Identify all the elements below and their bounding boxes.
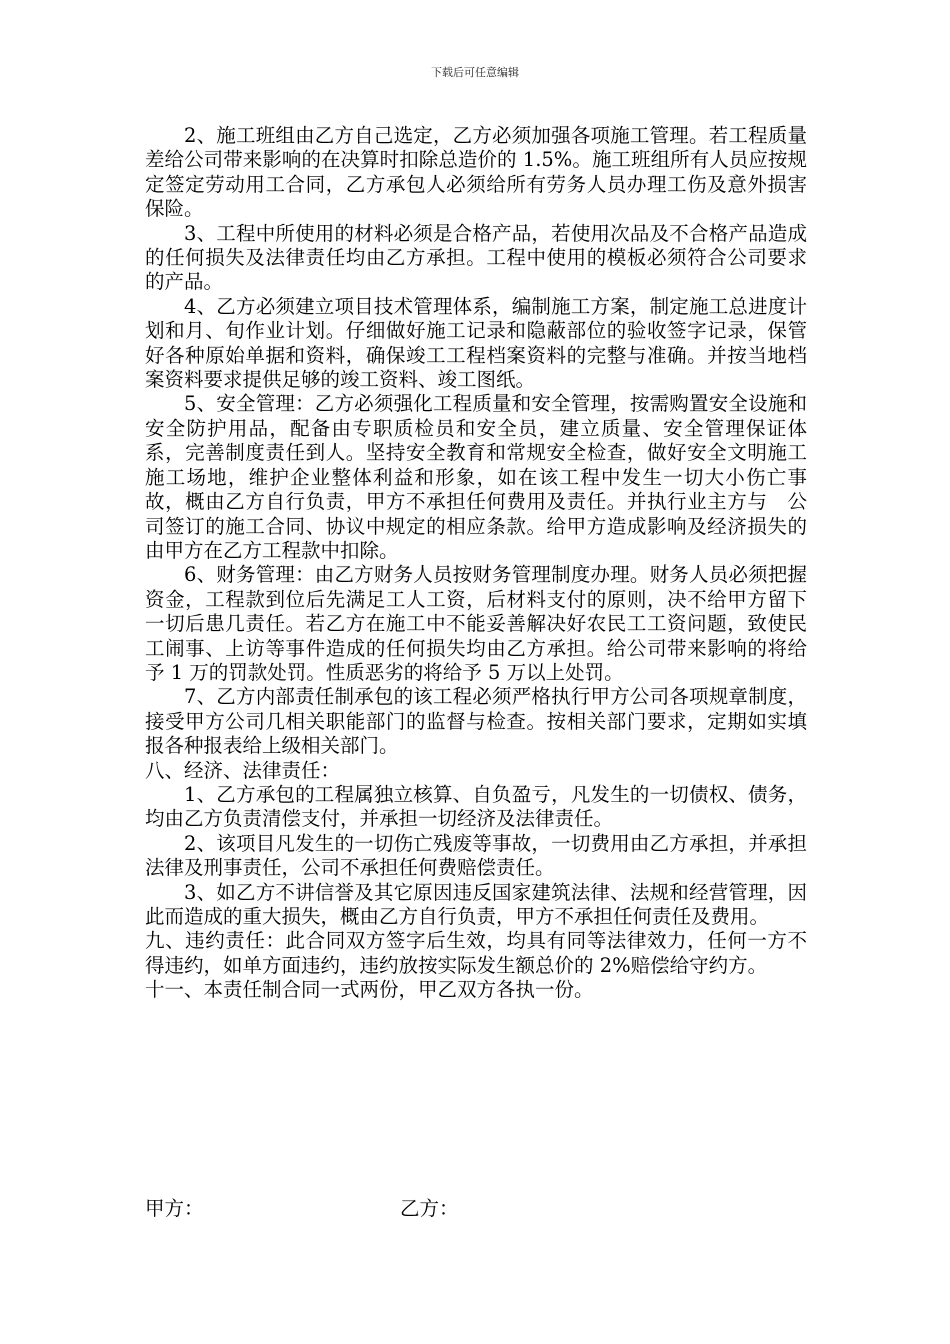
clause-paragraph: 7、乙方内部责任制承包的该工程必须严格执行甲方公司各项规章制度，接受甲方公司几相关职能部门的监督与检查。按相关部门要求，定期如实填报各种报表给上级相关部门。 <box>145 685 807 758</box>
clause-paragraph: 4、乙方必须建立项目技术管理体系，编制施工方案，制定施工总进度计划和月、旬作业计划。仔细做好施工记录和隐蔽部位的验收签字记录，保管好各种原始单据和资料，确保竣工工程档案资料的完整与准确。并按当地档案资料要求提供足够的竣工资料、竣工图纸。 <box>145 294 807 392</box>
clause-paragraph: 5、安全管理：乙方必须强化工程质量和安全管理，按需购置安全设施和安全防护用品，配备由专职质检员和安全员，建立质量、安全管理保证体系，完善制度责任到人。坚持安全教育和常规安全检查，做好安全文明施工施工场地，维护企业整体利益和形象，如在该工程中发生一切大小伤亡事故，概由乙方自行负责，甲方不承担任何费用及责任。并执行业主方与 公司签订的施工合同、协议中规定的相应条款。给甲方造成影响及经济损失的由甲方在乙方工程款中扣除。 <box>145 392 807 562</box>
clause-paragraph: 1、乙方承包的工程属独立核算、自负盈亏，凡发生的一切债权、债务，均由乙方负责清偿支付，并承担一切经济及法律责任。 <box>145 782 807 831</box>
party-b-signature-label: 乙方： <box>400 1197 459 1220</box>
section-heading: 八、经济、法律责任： <box>145 758 341 782</box>
clause-paragraph: 3、如乙方不讲信誉及其它原因违反国家建筑法律、法规和经营管理，因此而造成的重大损失，概由乙方自行负责，甲方不承担任何责任及费用。 <box>145 880 807 928</box>
contract-body <box>145 124 807 1003</box>
clause-paragraph: 2、施工班组由乙方自己选定，乙方必须加强各项施工管理。若工程质量差给公司带来影响的在决算时扣除总造价的 1.5%。施工班组所有人员应按规定签定劳动用工合同，乙方承包人必须给所有劳务人员办理工伤及意外损害保险。 <box>145 124 807 221</box>
section-paragraph: 九、违约责任：此合同双方签字后生效，均具有同等法律效力，任何一方不得违约，如单方面违约，违约放按实际发生额总价的 2%赔偿给守约方。 <box>145 929 807 977</box>
party-a-signature-label: 甲方： <box>145 1197 204 1220</box>
section-paragraph: 十一、本责任制合同一式两份，甲乙双方各执一份。 <box>145 978 594 1002</box>
clause-paragraph: 2、该项目凡发生的一切伤亡残废等事故，一切费用由乙方承担，并承担法律及刑事责任，公司不承担任何费赔偿责任。 <box>145 831 807 880</box>
clause-paragraph: 3、工程中所使用的材料必须是合格产品，若使用次品及不合格产品造成的任何损失及法律责任均由乙方承担。工程中使用的模板必须符合公司要求的产品。 <box>145 221 807 294</box>
clause-paragraph: 6、财务管理：由乙方财务人员按财务管理制度办理。财务人员必须把握资金，工程款到位后先满足工人工资，后材料支付的原则，决不给甲方留下一切后患几责任。若乙方在施工中不能妥善解决好农民工工资问题，致使民工闹事、上访等事件造成的任何损失均由乙方承担。给公司带来影响的将给予 1 万的罚款处罚。性质恶劣的将给予 5 万以上处罚。 <box>145 563 807 684</box>
page-header: 下载后可任意编辑 <box>431 66 519 79</box>
